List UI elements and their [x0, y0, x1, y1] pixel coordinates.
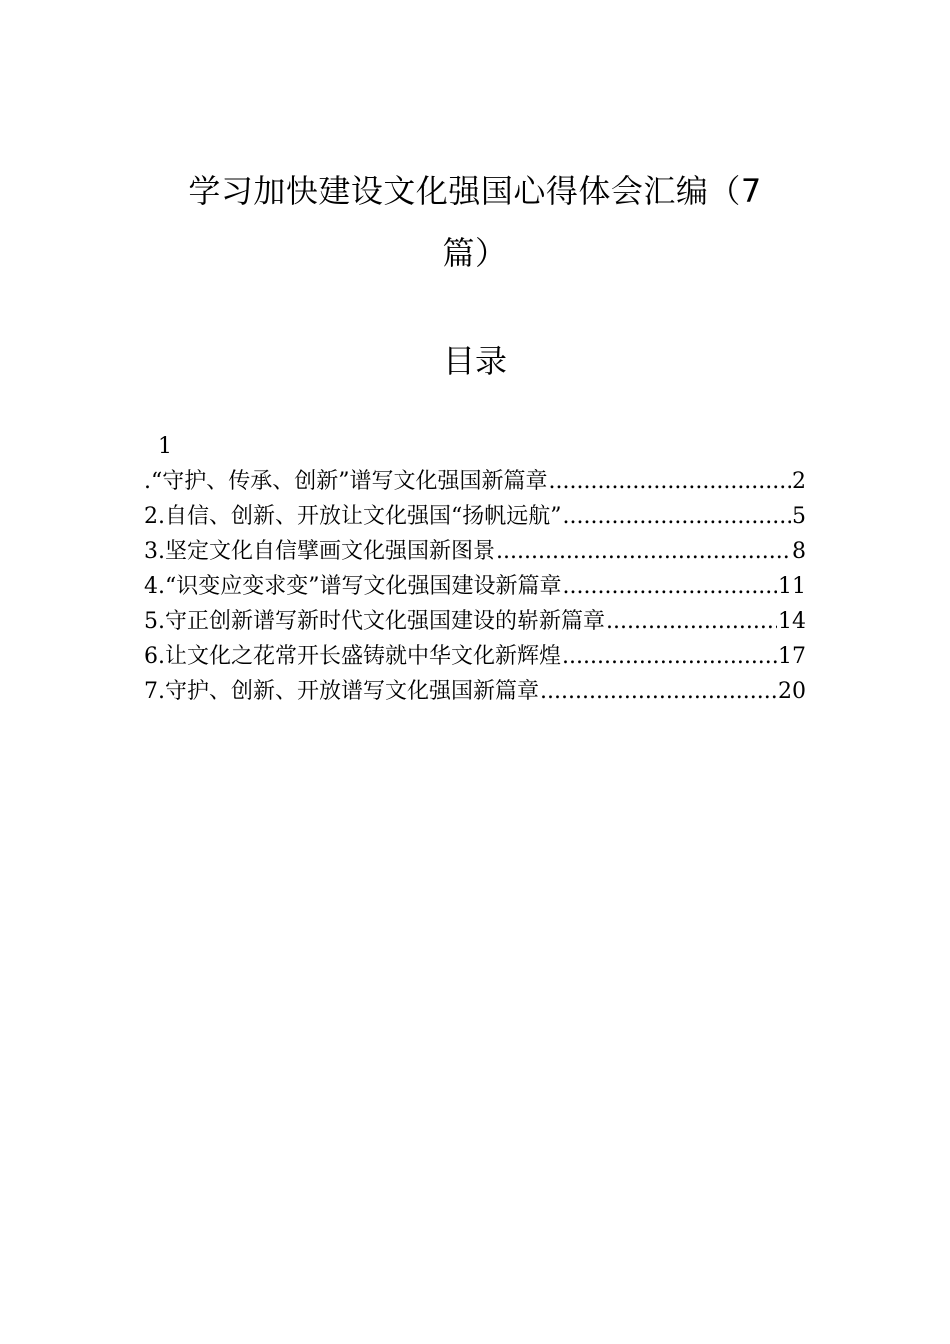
toc-item-label: 4.“识变应变求变”谱写文化强国建设新篇章	[144, 574, 562, 599]
document-title-line-2: 篇）	[442, 234, 508, 272]
toc-item-5[interactable]	[144, 604, 806, 639]
toc-item-page-number: 20	[778, 679, 806, 704]
toc-item-page-number: 17	[778, 644, 806, 669]
toc-dot-leader	[606, 604, 777, 639]
toc-dot-leader	[562, 639, 777, 674]
toc-item-page-number: 11	[778, 574, 806, 599]
toc-item-1[interactable]	[144, 464, 806, 499]
toc-item-page-number: 2	[792, 469, 806, 494]
toc-list	[144, 464, 806, 709]
toc-item-page-number: 14	[778, 609, 806, 634]
toc-item-3[interactable]	[144, 534, 806, 569]
toc-item-label: 2.自信、创新、开放让文化强国“扬帆远航”	[144, 504, 562, 529]
toc-item-label: 7.守护、创新、开放谱写文化强国新篇章	[144, 679, 539, 704]
toc-dot-leader	[540, 674, 777, 709]
toc-item-6[interactable]	[144, 639, 806, 674]
toc-item-label: 6.让文化之花常开长盛铸就中华文化新辉煌	[144, 644, 561, 669]
toc-first-item-number: 1	[158, 434, 172, 459]
toc-item-label: 5.守正创新谱写新时代文化强国建设的崭新篇章	[144, 609, 605, 634]
toc-item-2[interactable]	[144, 499, 806, 534]
toc-item-7[interactable]	[144, 674, 806, 709]
toc-heading: 目录	[442, 342, 507, 380]
toc-item-4[interactable]	[144, 569, 806, 604]
toc-dot-leader	[549, 464, 792, 499]
toc-dot-leader	[496, 534, 791, 569]
toc-dot-leader	[563, 569, 778, 604]
document-title	[150, 160, 800, 284]
toc-dot-leader	[563, 499, 792, 534]
document-title-line-1: 学习加快建设文化强国心得体会汇编（7	[188, 172, 762, 210]
toc-item-label: .“守护、传承、创新”谱写文化强国新篇章	[144, 469, 548, 494]
toc-item-page-number: 8	[792, 539, 806, 564]
toc-item-page-number: 5	[792, 504, 806, 529]
toc-item-label: 3.坚定文化自信擘画文化强国新图景	[144, 539, 495, 564]
